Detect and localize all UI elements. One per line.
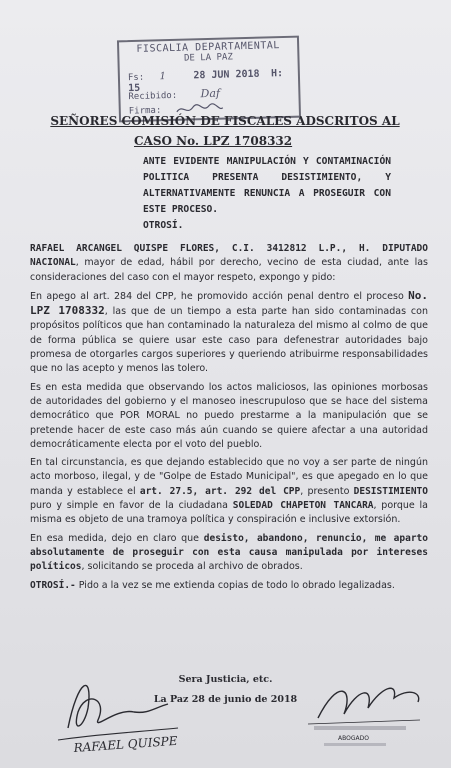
p4-text-a: En esa medida, dejo en claro que [30, 532, 204, 544]
reception-stamp [117, 36, 301, 123]
p3-desistimiento: DESISTIMIENTO [353, 485, 428, 497]
document-body [30, 242, 428, 597]
p4-bold: desisto, abandono, renuncio, me aparto absolutamente de proseguir con esta causa manipulada por intereses políticos [30, 532, 428, 573]
closing-justicia: Sera Justicia, etc. [178, 674, 273, 685]
stamp-firma-label: Firma: [128, 105, 162, 117]
p2-text-b: no puedo prestarme a la manipulación que se pretende hacer de este caso más aún cuando se quiere afectar a una autoridad democráticamente electa por el voto del pueblo. [30, 410, 428, 450]
p3-beneficiary: SOLEDAD CHAPETON TANCARA [232, 500, 374, 512]
left-signature-name: RAFAEL QUISPE [73, 733, 178, 755]
p3-text-d: , porque la misma es objeto de una tramoya política y conspiración e inclusive extorsión. [30, 500, 428, 526]
right-signature [298, 668, 438, 758]
petitioner-name: RAFAEL ARCANGEL QUISPE FLORES, C.I. 3412812 L.P., H. DIPUTADO NACIONAL [30, 243, 428, 269]
p3-text-c: puro y simple en favor de la ciudadana [30, 500, 233, 512]
paragraph-3 [30, 456, 428, 527]
stamp-date: 28 JUN 2018 [193, 68, 260, 82]
stamp-recibido-label: Recibido: [128, 90, 178, 103]
paragraph-5 [30, 579, 428, 593]
intro-paragraph [30, 242, 428, 285]
closing-date: La Paz 28 de junio de 2018 [153, 694, 298, 705]
stamp-time: H: 15 [128, 68, 284, 95]
paragraph-4 [30, 532, 428, 575]
p3-articles: art. 27.5, art. 292 del CPP [139, 485, 301, 497]
stamp-recibido-value: Daf [200, 86, 221, 101]
left-signature [38, 668, 188, 758]
case-number-title: CASO No. LPZ 1708332 [134, 134, 293, 148]
paragraph-1 [30, 289, 428, 377]
right-signature-title: ABOGADO [338, 735, 369, 742]
stamp-org: FISCALIA DEPARTAMENTAL [136, 40, 281, 55]
p5-otrosi: OTROSÍ.- [30, 579, 76, 591]
addressee-title: SEÑORES COMISIÓN DE FISCALES ADSCRITOS AL [50, 114, 400, 128]
stamp-fs-value: 1 [159, 71, 167, 83]
p1-case-number: No. LPZ 1708332 [30, 288, 428, 318]
p2-moral: POR MORAL [119, 410, 180, 422]
stamp-recibido-row [128, 87, 220, 102]
stamp-fs-label: Fs: [127, 72, 145, 84]
p1-text-b: , las que de un tiempo a esta parte han sido contaminadas con propósitos políticos que han contaminado la naturaleza del mismo al colmo de que de forma pública se quiere usar este caso para defenestrar autoridades bajo promesa de otorgarles cargos superiores y queriendo atribuirme responsabilidades que no las acepto y menos las tolero. [30, 306, 428, 375]
p3-text-b: , presento [300, 485, 354, 497]
sumilla-block [143, 154, 391, 234]
p1-text-a: En apego al art. 284 del CPP, he promovido acción penal dentro el proceso [30, 290, 409, 302]
stamp-city: DE LA PAZ [183, 52, 233, 64]
p3-text-a: En tal circunstancia, es que dejando establecido que no voy a ser parte de ningún acto morboso, ilegal, y de "Golpe de Estado Municipal", es que apegado en lo que manda y establece el [30, 457, 428, 497]
p2-text-a: Es en esta medida que observando los actos maliciosos, las opiniones morbosas de autoridades del gobierno y el manoseo inescrupuloso que se hace del sistema democrático que [30, 381, 428, 422]
sumilla-text: ANTE EVIDENTE MANIPULACIÓN Y CONTAMINACIÓN POLITICA PRESENTA DESISTIMIENTO, Y ALTERNATIVAMENTE RENUNCIA A PROSEGUIR CON ESTE PROCESO. [143, 156, 391, 215]
intro-rest: , mayor de edad, hábil por derecho, vecino de esta ciudad, ante las consideraciones del caso con el mayor respeto, expongo y pido: [30, 257, 428, 283]
p4-text-b: , solicitando se proceda al archivo de obrados. [81, 561, 303, 573]
sumilla-otrosi: OTROSÍ. [143, 220, 184, 231]
p5-text: Pido a la vez se me extienda copias de todo lo obrado legalizadas. [75, 579, 395, 591]
paragraph-2 [30, 381, 428, 452]
